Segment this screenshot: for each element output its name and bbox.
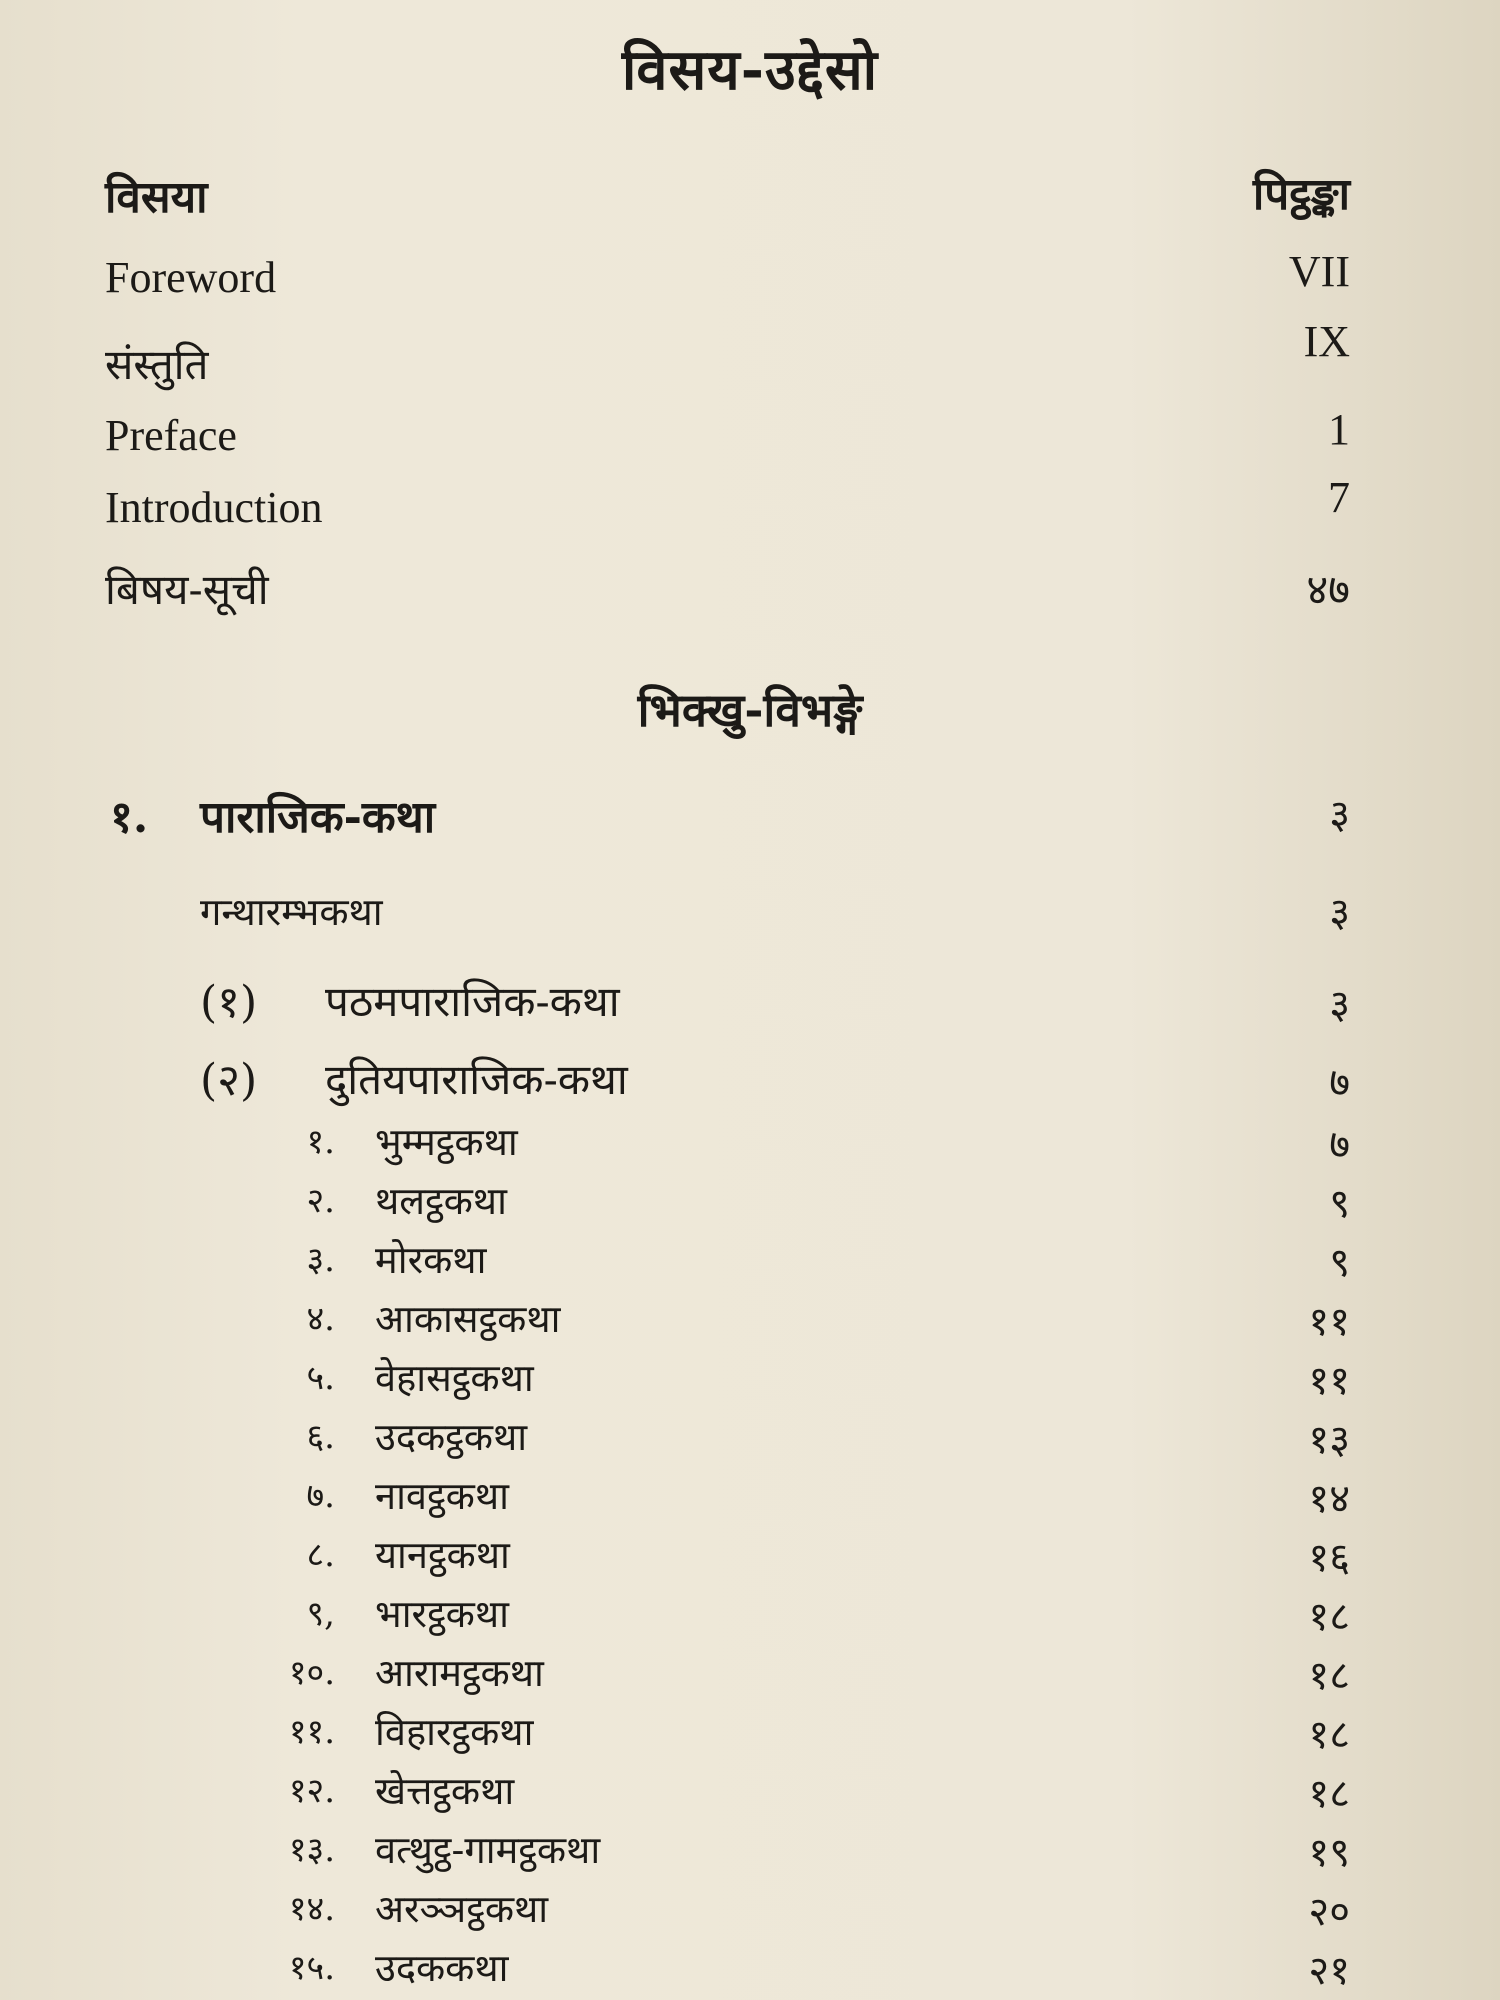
- item-number: ८.: [306, 1535, 335, 1575]
- front-matter-title: बिषय-सूची: [105, 565, 269, 614]
- sub-chapter-page: ३: [1329, 982, 1350, 1028]
- front-matter-title: Preface: [105, 411, 237, 460]
- item-title: वेहासट्ठकथा: [375, 1356, 534, 1400]
- item-title: आकासट्ठकथा: [375, 1297, 561, 1341]
- item-title: वत्थुट्ठ-गामट्ठकथा: [375, 1828, 601, 1872]
- item-title: अरञ्ञट्ठकथा: [375, 1887, 549, 1931]
- item-page: २०: [1308, 1889, 1350, 1935]
- sub-chapter-page: ७: [1329, 1060, 1350, 1106]
- item-number: ४.: [306, 1299, 335, 1339]
- item-title: यानट्ठकथा: [375, 1533, 510, 1577]
- item-page: १८: [1308, 1771, 1350, 1817]
- sub-chapter-number: (१): [200, 977, 258, 1028]
- sub-chapter-title: पठमपाराजिक-कथा: [325, 977, 620, 1026]
- front-matter-page: VII: [1288, 247, 1350, 296]
- item-title: खेत्तट्ठकथा: [375, 1769, 515, 1813]
- item-number: ११.: [288, 1712, 335, 1752]
- item-page: ७: [1329, 1122, 1350, 1168]
- item-title: भारट्ठकथा: [375, 1592, 509, 1636]
- item-title: आरामट्ठकथा: [375, 1651, 544, 1695]
- item-page: १८: [1308, 1594, 1350, 1640]
- sub-chapter-number: (२): [200, 1055, 258, 1106]
- item-number: ९,: [306, 1594, 335, 1634]
- item-title: उदककथा: [375, 1946, 509, 1990]
- item-page: १८: [1308, 1712, 1350, 1758]
- chapter-number: १.: [110, 792, 149, 843]
- front-matter-title: संस्तुति: [105, 340, 209, 389]
- item-title: नावट्ठकथा: [375, 1474, 509, 1518]
- item-page: ११: [1308, 1358, 1350, 1404]
- item-page: १४: [1308, 1476, 1350, 1522]
- front-matter-page: 1: [1328, 405, 1350, 454]
- section-title: भिक्खु-विभङ्गे: [637, 683, 863, 737]
- item-page: १३: [1308, 1417, 1350, 1463]
- item-number: १३.: [288, 1830, 335, 1870]
- front-matter-title: Foreword: [105, 253, 277, 302]
- intro-title: गन्थारम्भकथा: [200, 890, 383, 934]
- item-number: ३.: [306, 1240, 335, 1280]
- front-matter-page: ४७: [1306, 565, 1350, 614]
- chapter-page: ३: [1329, 792, 1350, 838]
- item-title: उदकट्ठकथा: [375, 1415, 528, 1459]
- page-title: विसय-उद्देसो: [621, 37, 879, 103]
- sub-chapter-title: दुतियपाराजिक-कथा: [325, 1055, 628, 1104]
- item-page: १६: [1308, 1535, 1350, 1581]
- item-number: १४.: [288, 1889, 335, 1929]
- item-page: ११: [1308, 1299, 1350, 1345]
- item-page: ९: [1329, 1240, 1350, 1286]
- item-title: विहारट्ठकथा: [375, 1710, 534, 1754]
- item-number: २.: [306, 1181, 335, 1221]
- item-number: १५.: [288, 1948, 335, 1988]
- column-header-pages: पिट्ठङ्का: [1252, 169, 1350, 220]
- item-number: १०.: [288, 1653, 335, 1693]
- column-header-subjects: विसया: [105, 172, 208, 223]
- item-number: १२.: [288, 1771, 335, 1811]
- chapter-title: पाराजिक-कथा: [200, 792, 436, 843]
- item-title: थलट्ठकथा: [375, 1179, 507, 1223]
- front-matter-page: 7: [1328, 473, 1350, 522]
- item-number: १.: [306, 1122, 335, 1162]
- item-title: भुम्मट्ठकथा: [375, 1120, 518, 1164]
- item-page: २१: [1308, 1948, 1350, 1994]
- item-page: १८: [1308, 1653, 1350, 1699]
- item-title: मोरकथा: [375, 1238, 487, 1282]
- front-matter-page: IX: [1303, 317, 1350, 366]
- item-number: ६.: [306, 1417, 335, 1457]
- item-number: ७.: [306, 1476, 335, 1516]
- front-matter-title: Introduction: [105, 483, 323, 532]
- item-page: ९: [1329, 1181, 1350, 1227]
- intro-page: ३: [1329, 890, 1350, 936]
- item-number: ५.: [306, 1358, 335, 1398]
- item-page: १९: [1308, 1830, 1350, 1876]
